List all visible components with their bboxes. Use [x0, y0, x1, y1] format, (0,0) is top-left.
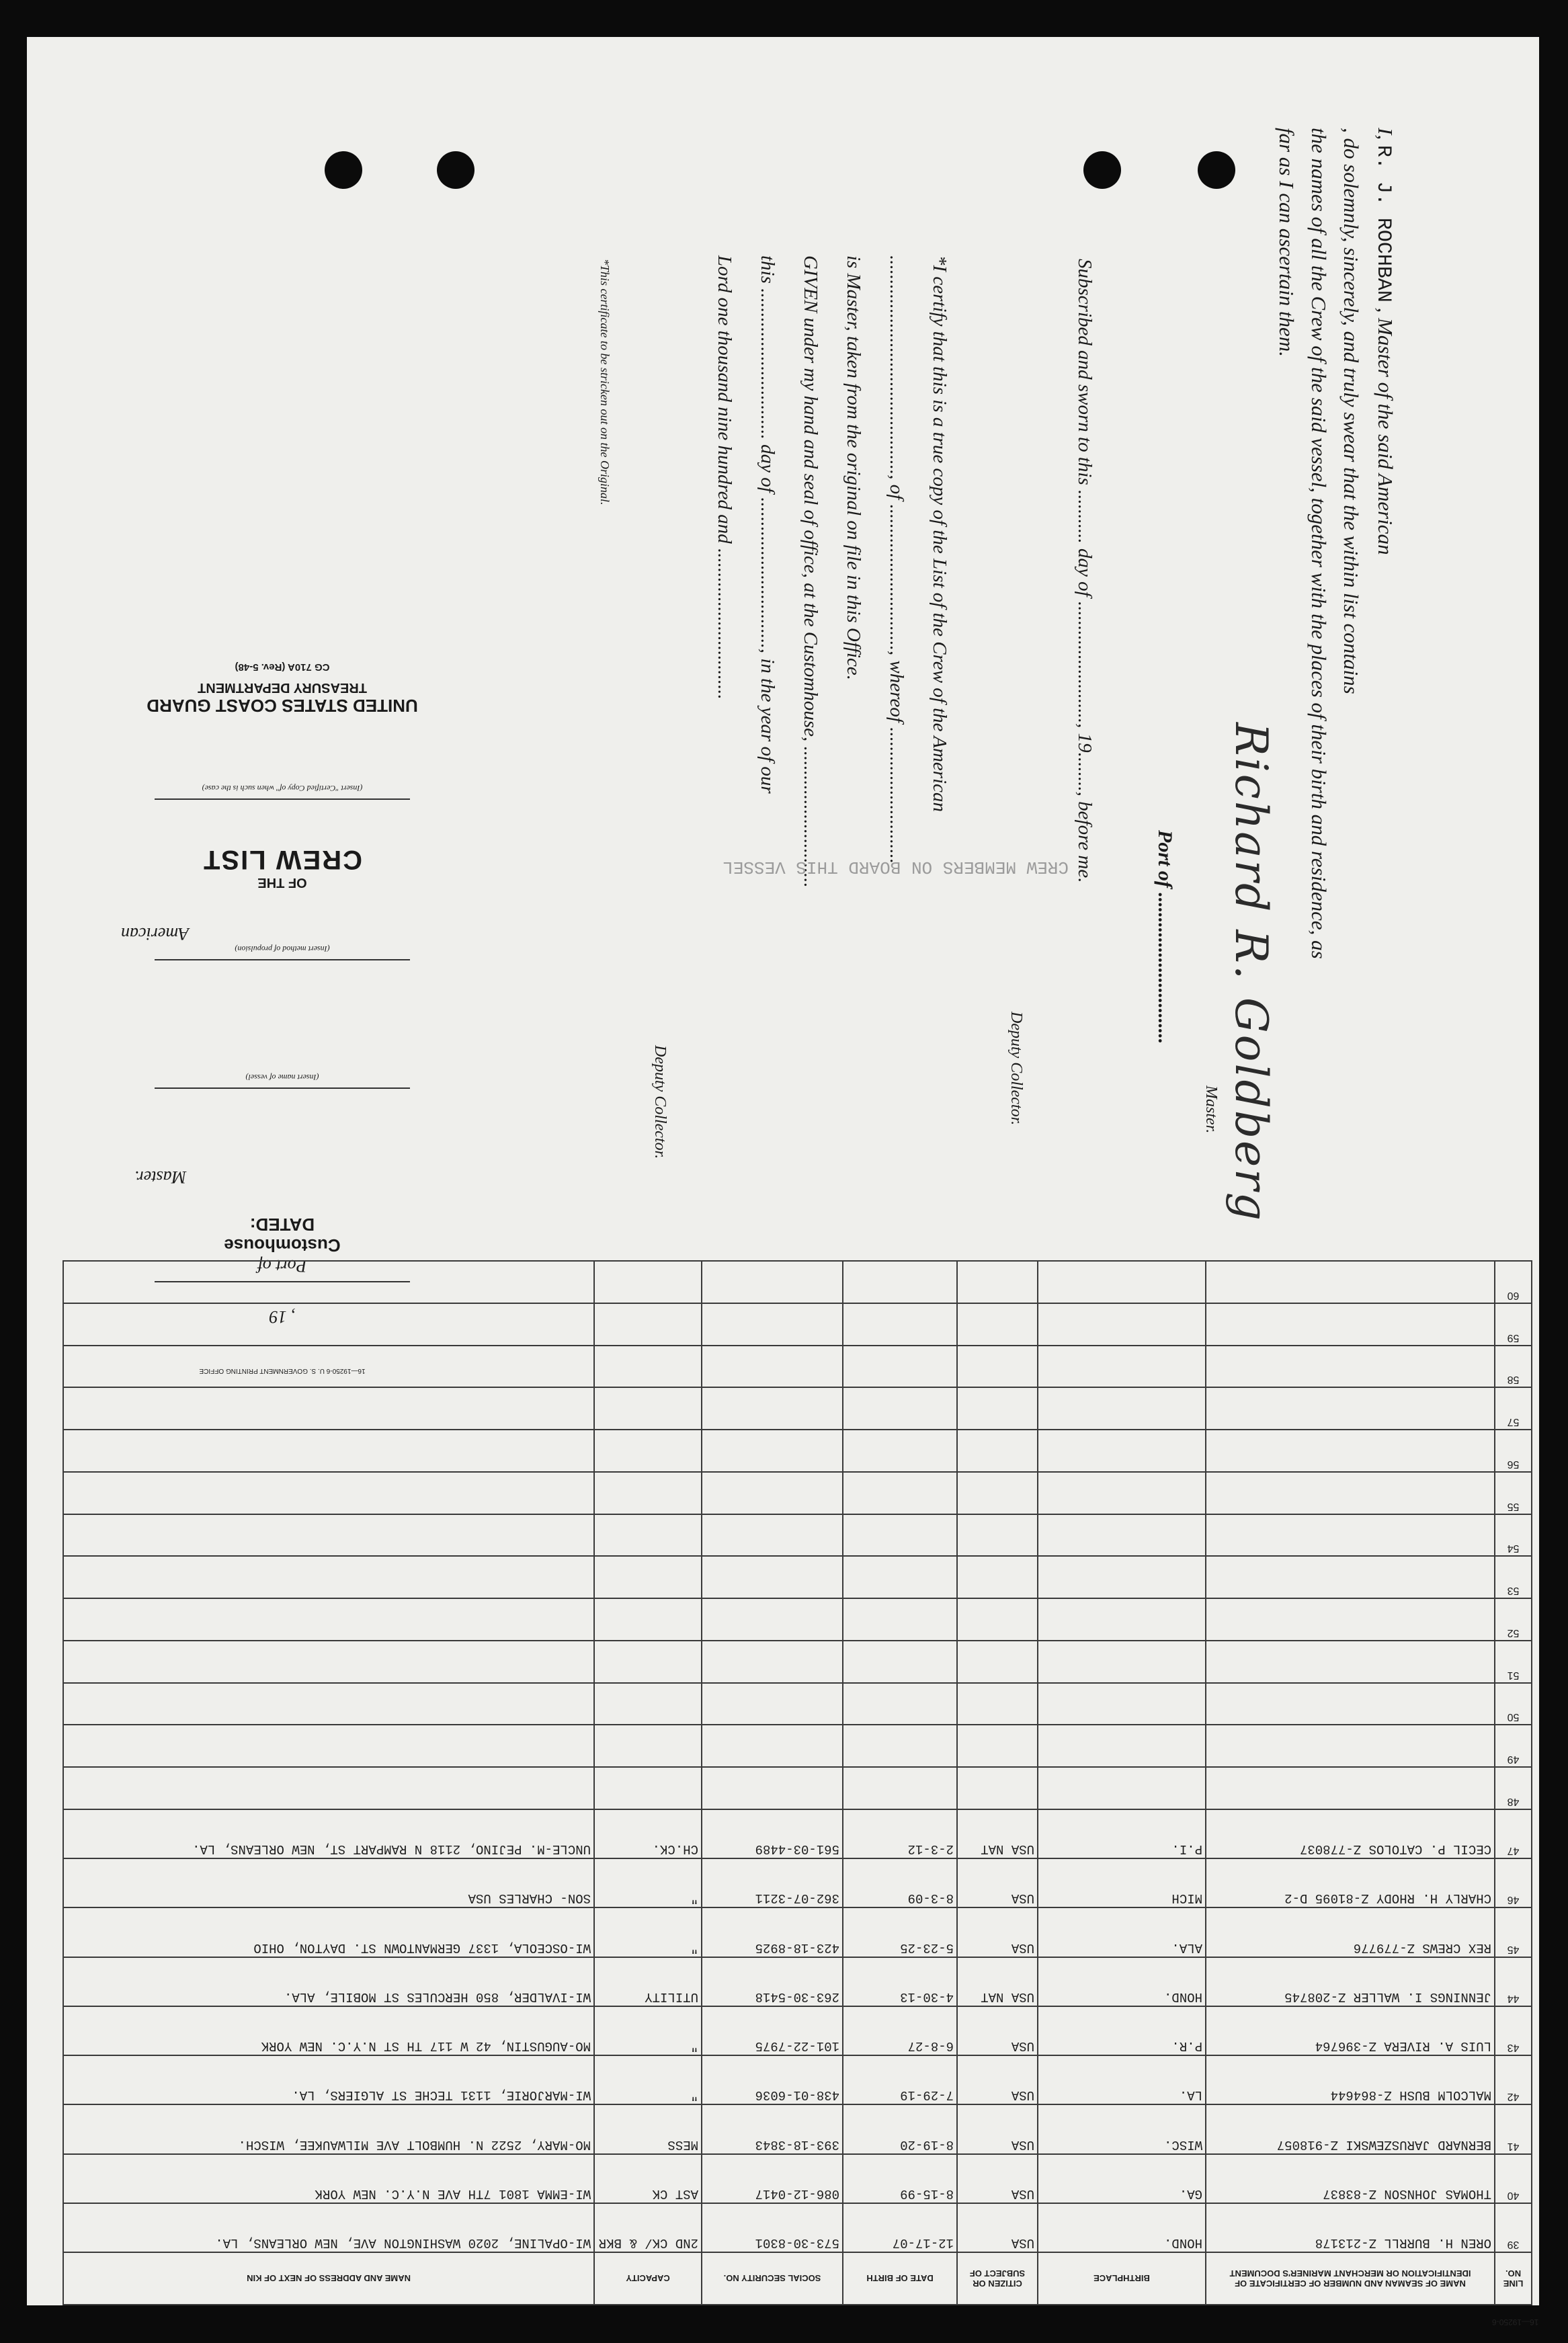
oath-line-1: [1367, 128, 1401, 1136]
table-row: [63, 2203, 1532, 2252]
header-capacity: CAPACITY: [594, 2252, 702, 2305]
cell-ssn: [702, 1472, 843, 1514]
cell-birthplace: [1038, 1767, 1206, 1809]
header-citizen: CITIZEN OR SUBJECT OF: [957, 2252, 1038, 2305]
oath-line-4: far as I can ascertain them.: [1275, 128, 1298, 357]
cell-next-of-kin: SON- CHARLES USA: [63, 1858, 594, 1907]
cell-line-no: 55: [1495, 1472, 1532, 1514]
cell-name: [1206, 1683, 1495, 1725]
cell-name: CHARLY H. RHODY Z-81095 D-2: [1206, 1858, 1495, 1907]
table-header-row: [63, 2252, 1532, 2305]
cell-citizen: [957, 1472, 1038, 1514]
cell-birthplace: [1038, 1346, 1206, 1388]
table-row: [63, 1556, 1532, 1598]
cell-ssn: [702, 1683, 843, 1725]
table-row: [63, 1472, 1532, 1514]
cell-name: OREN H. BURRLL Z-213178: [1206, 2203, 1495, 2252]
cell-birthplace: HOND.: [1038, 1957, 1206, 2006]
table-row: [63, 1303, 1532, 1346]
port-of-label: Port of ..............................: [1154, 830, 1176, 1044]
cell-next-of-kin: [63, 1725, 594, 1768]
cell-birthplace: [1038, 1430, 1206, 1472]
year-label: , 19: [269, 1307, 296, 1327]
cell-citizen: [957, 1598, 1038, 1641]
cell-citizen: USA: [957, 1907, 1038, 1957]
cell-line-no: 51: [1495, 1641, 1532, 1683]
cell-next-of-kin: WI-OSCEOLA, 1337 GERMANTOWN ST. DAYTON, OHIO: [63, 1907, 594, 1957]
cell-line-no: 52: [1495, 1598, 1532, 1641]
form-number: 16—19250-6: [1492, 2317, 1539, 2327]
cell-capacity: ": [594, 2006, 702, 2055]
form-code: CG 710A (Rev. 5-48): [235, 661, 330, 673]
table-row: [63, 1514, 1532, 1557]
crew-list-page: [27, 37, 1539, 2327]
cell-birthplace: LA.: [1038, 2055, 1206, 2104]
cell-capacity: [594, 1725, 702, 1768]
punch-hole: [325, 151, 362, 189]
deputy-collector-label-1: Deputy Collector.: [1007, 1012, 1025, 1126]
blank-line: [155, 798, 410, 819]
cell-next-of-kin: [63, 1387, 594, 1430]
cell-birthplace: [1038, 1303, 1206, 1346]
cell-name: [1206, 1346, 1495, 1388]
certificate-footnote: *This certificate to be stricken out on the Original.: [598, 259, 612, 505]
header-name: NAME OF SEAMAN AND NUMBER OF CERTIFICATE OF IDENTIFICATION OR MERCHANT MARINER'S DOCUMENT: [1206, 2252, 1495, 2305]
cell-name: [1206, 1472, 1495, 1514]
blank-line: [155, 1087, 410, 1108]
cell-capacity: [594, 1261, 702, 1303]
certificate-line-4: GIVEN under my hand and seal of office, at the Customhouse, .............................: [800, 255, 821, 888]
cell-dob: [843, 1430, 957, 1472]
cell-ssn: [702, 1430, 843, 1472]
cell-citizen: USA: [957, 2203, 1038, 2252]
cell-citizen: [957, 1767, 1038, 1809]
cell-citizen: [957, 1514, 1038, 1557]
cell-next-of-kin: [63, 1261, 594, 1303]
table-row: [63, 2154, 1532, 2203]
cell-line-no: 59: [1495, 1303, 1532, 1346]
cell-citizen: [957, 1641, 1038, 1683]
cell-next-of-kin: [63, 1514, 594, 1557]
cell-ssn: [702, 1725, 843, 1768]
cell-line-no: 53: [1495, 1556, 1532, 1598]
cell-line-no: 40: [1495, 2154, 1532, 2203]
cell-ssn: [702, 1346, 843, 1388]
cell-capacity: 2ND CK/ & BKR: [594, 2203, 702, 2252]
cell-birthplace: GA.: [1038, 2154, 1206, 2203]
cell-birthplace: WISC.: [1038, 2104, 1206, 2153]
master-back-label: Master.: [134, 1167, 187, 1187]
cell-citizen: USA: [957, 2006, 1038, 2055]
cell-birthplace: [1038, 1514, 1206, 1557]
table-row: [63, 1641, 1532, 1683]
cell-birthplace: [1038, 1261, 1206, 1303]
cell-birthplace: P.I.: [1038, 1809, 1206, 1858]
dated-label: DATED:: [249, 1215, 315, 1235]
cell-line-no: 41: [1495, 2104, 1532, 2153]
cell-capacity: [594, 1387, 702, 1430]
cell-next-of-kin: [63, 1346, 594, 1388]
cell-capacity: AST CK: [594, 2154, 702, 2203]
cell-next-of-kin: [63, 1767, 594, 1809]
cell-dob: [843, 1472, 957, 1514]
crew-list-title: CREW LIST: [202, 845, 362, 874]
coast-guard-label: UNITED STATES COAST GUARD: [147, 696, 418, 716]
cell-capacity: [594, 1767, 702, 1809]
punch-hole: [1083, 151, 1121, 189]
blank-line: [155, 959, 410, 979]
cell-capacity: MESS: [594, 2104, 702, 2153]
cell-line-no: 44: [1495, 1957, 1532, 2006]
cell-name: BERNARD JARUSZEWSKI Z-918057: [1206, 2104, 1495, 2153]
cell-birthplace: [1038, 1598, 1206, 1641]
cell-citizen: USA NAT: [957, 1957, 1038, 2006]
cell-capacity: [594, 1303, 702, 1346]
master-name: R. J. ROCHBAN: [1372, 145, 1395, 302]
cell-dob: [843, 1556, 957, 1598]
cell-birthplace: [1038, 1387, 1206, 1430]
cell-line-no: 45: [1495, 1907, 1532, 1957]
cell-next-of-kin: [63, 1641, 594, 1683]
cell-name: [1206, 1261, 1495, 1303]
cell-ssn: 573-30-8301: [702, 2203, 843, 2252]
cell-next-of-kin: WI-MARJORIE, 1131 TECHE ST ALGIERS, LA.: [63, 2055, 594, 2104]
cell-capacity: [594, 1641, 702, 1683]
cell-ssn: 362-07-3211: [702, 1858, 843, 1907]
cell-birthplace: [1038, 1556, 1206, 1598]
cell-birthplace: [1038, 1725, 1206, 1768]
header-next-of-kin: NAME AND ADDRESS OF NEXT OF KIN: [63, 2252, 594, 2305]
table-row: [63, 1346, 1532, 1388]
cell-name: THOMAS JOHNSON Z-83837: [1206, 2154, 1495, 2203]
cell-birthplace: MICH: [1038, 1858, 1206, 1907]
cell-dob: 8-3-09: [843, 1858, 957, 1907]
cell-citizen: USA: [957, 2154, 1038, 2203]
master-signature: Richard R. Goldberg: [1225, 723, 1277, 1223]
cell-ssn: [702, 1261, 843, 1303]
cell-line-no: 48: [1495, 1767, 1532, 1809]
cell-line-no: 56: [1495, 1430, 1532, 1472]
cell-ssn: [702, 1387, 843, 1430]
cell-ssn: [702, 1514, 843, 1557]
cell-line-no: 54: [1495, 1514, 1532, 1557]
treasury-label: TREASURY DEPARTMENT: [198, 680, 367, 695]
cell-next-of-kin: UNCLE-M. PEJINO, 2118 N RAMPART ST, NEW ORLEANS, LA.: [63, 1809, 594, 1858]
table-row: [63, 2104, 1532, 2153]
bleed-through-text: CREW MEMBERS ON BOARD THIS VESSEL: [723, 857, 1069, 877]
cell-capacity: [594, 1472, 702, 1514]
cell-next-of-kin: [63, 1430, 594, 1472]
oath-suffix: , Master of the said American: [1374, 307, 1397, 555]
cell-birthplace: [1038, 1683, 1206, 1725]
cell-citizen: USA NAT: [957, 1809, 1038, 1858]
table-row: [63, 2006, 1532, 2055]
cell-capacity: [594, 1556, 702, 1598]
cell-name: [1206, 1767, 1495, 1809]
cell-citizen: USA: [957, 1858, 1038, 1907]
cell-dob: [843, 1514, 957, 1557]
cell-citizen: [957, 1261, 1038, 1303]
cell-capacity: ": [594, 1858, 702, 1907]
cell-line-no: 60: [1495, 1261, 1532, 1303]
cell-line-no: 39: [1495, 2203, 1532, 2252]
cell-citizen: [957, 1387, 1038, 1430]
cell-name: CECIL P. CATOLOS Z-778037: [1206, 1809, 1495, 1858]
cell-capacity: [594, 1683, 702, 1725]
cell-line-no: 49: [1495, 1725, 1532, 1768]
cell-line-no: 46: [1495, 1858, 1532, 1907]
cell-ssn: 393-18-3843: [702, 2104, 843, 2153]
cell-dob: [843, 1387, 957, 1430]
cell-capacity: CH.CK.: [594, 1809, 702, 1858]
cell-line-no: 47: [1495, 1809, 1532, 1858]
cell-ssn: 561-03-4489: [702, 1809, 843, 1858]
table-row: [63, 2055, 1532, 2104]
cell-dob: 12-17-07: [843, 2203, 957, 2252]
table-row: [63, 1598, 1532, 1641]
cell-capacity: [594, 1598, 702, 1641]
cell-dob: 6-8-27: [843, 2006, 957, 2055]
table-row: [63, 1683, 1532, 1725]
cell-birthplace: [1038, 1641, 1206, 1683]
header-birthplace: BIRTHPLACE: [1038, 2252, 1206, 2305]
oath-line-3: the names of all the Crew of the said vessel, together with the places of their birth and residence, as: [1307, 128, 1331, 959]
american-label: American: [121, 924, 190, 944]
cell-next-of-kin: [63, 1556, 594, 1598]
cell-dob: [843, 1346, 957, 1388]
cell-next-of-kin: [63, 1303, 594, 1346]
punch-hole: [437, 151, 474, 189]
oath-line-2: , do solemnly, sincerely, and truly swear that the within list contains: [1339, 128, 1363, 694]
cell-capacity: ": [594, 1907, 702, 1957]
crew-table: [64, 1260, 1532, 2305]
cell-ssn: 438-01-6036: [702, 2055, 843, 2104]
cell-birthplace: ALA.: [1038, 1907, 1206, 1957]
cell-name: [1206, 1430, 1495, 1472]
table-row: [63, 1858, 1532, 1907]
cell-name: LUIS A. RIVERA Z-396764: [1206, 2006, 1495, 2055]
table-row: [63, 1261, 1532, 1303]
table-row: [63, 1725, 1532, 1768]
cell-name: MALCOLM BUSH Z-864644: [1206, 2055, 1495, 2104]
cell-ssn: 263-30-5418: [702, 1957, 843, 2006]
cell-name: [1206, 1556, 1495, 1598]
cell-name: JENNINGS I. WALLER Z-208745: [1206, 1957, 1495, 2006]
cell-next-of-kin: [63, 1683, 594, 1725]
cell-citizen: [957, 1430, 1038, 1472]
cell-next-of-kin: MO-MARY, 2522 N. HUMBOLT AVE MILWAUKEE, WISCH.: [63, 2104, 594, 2153]
cell-ssn: 101-22-7975: [702, 2006, 843, 2055]
table-row: [63, 1430, 1532, 1472]
cell-citizen: [957, 1556, 1038, 1598]
master-label: Master.: [1202, 1085, 1220, 1134]
cell-dob: 7-29-19: [843, 2055, 957, 2104]
certificate-line-1: *I certify that this is a true copy of the List of the Crew of the American: [929, 255, 950, 813]
cell-dob: [843, 1598, 957, 1641]
cell-ssn: [702, 1556, 843, 1598]
cell-name: REX CREWS Z-779776: [1206, 1907, 1495, 1957]
cell-name: [1206, 1514, 1495, 1557]
cell-name: [1206, 1598, 1495, 1641]
port-of-back-label: Port of: [257, 1256, 307, 1276]
subscribed-sworn-line: Subscribed and sworn to this ........... day of ........................., 19........, before me.: [1074, 259, 1096, 883]
of-the-label: OF THE: [257, 875, 307, 890]
propulsion-hint: (Insert method of propulsion): [235, 944, 330, 954]
cell-dob: [843, 1767, 957, 1809]
cell-birthplace: P.R.: [1038, 2006, 1206, 2055]
cell-dob: [843, 1641, 957, 1683]
certificate-line-5: this ............................... day of ..............................., in the year of our: [757, 255, 778, 794]
cell-dob: [843, 1725, 957, 1768]
table-row: [63, 1957, 1532, 2006]
cell-birthplace: [1038, 1472, 1206, 1514]
cell-capacity: UTILITY: [594, 1957, 702, 2006]
header-ssn: SOCIAL SECURITY NO.: [702, 2252, 843, 2305]
cell-dob: [843, 1261, 957, 1303]
cell-next-of-kin: [63, 1598, 594, 1641]
cell-citizen: [957, 1303, 1038, 1346]
cell-name: [1206, 1303, 1495, 1346]
table-row: [63, 1767, 1532, 1809]
cell-capacity: [594, 1514, 702, 1557]
cell-line-no: 57: [1495, 1387, 1532, 1430]
cell-next-of-kin: WI-IVALDER, 850 HERCULES ST MOBILE, ALA.: [63, 1957, 594, 2006]
cell-name: [1206, 1387, 1495, 1430]
cell-citizen: [957, 1346, 1038, 1388]
cell-dob: 5-23-25: [843, 1907, 957, 1957]
cell-name: [1206, 1725, 1495, 1768]
cell-ssn: [702, 1641, 843, 1683]
table-row: [63, 1907, 1532, 1957]
cell-ssn: 086-12-0417: [702, 2154, 843, 2203]
cell-line-no: 43: [1495, 2006, 1532, 2055]
cell-line-no: 58: [1495, 1346, 1532, 1388]
table-row: [63, 1809, 1532, 1858]
cell-dob: 8-15-99: [843, 2154, 957, 2203]
cell-capacity: ": [594, 2055, 702, 2104]
header-line-no: LINE NO.: [1495, 2252, 1532, 2305]
cell-citizen: [957, 1683, 1038, 1725]
cell-capacity: [594, 1430, 702, 1472]
master-oath: [1274, 128, 1401, 1136]
cell-dob: 2-3-12: [843, 1809, 957, 1858]
cell-citizen: [957, 1725, 1038, 1768]
deputy-collector-label-2: Deputy Collector.: [651, 1045, 669, 1159]
cell-next-of-kin: [63, 1472, 594, 1514]
cell-next-of-kin: MO-AUGUSTIN, 42 W 117 TH ST N.Y.C. NEW YORK: [63, 2006, 594, 2055]
vessel-name-hint: (Insert name of vessel): [245, 1073, 319, 1082]
certified-copy-hint: (Insert "Certified Copy of" when such is the case): [202, 784, 363, 793]
cell-citizen: USA: [957, 2104, 1038, 2153]
certificate-line-2: ............................................., of .............................., whereof ............................: [886, 255, 907, 864]
cell-ssn: 423-18-8925: [702, 1907, 843, 1957]
cell-ssn: [702, 1303, 843, 1346]
cell-ssn: [702, 1598, 843, 1641]
oath-prefix: I,: [1374, 128, 1397, 140]
cell-next-of-kin: WI-OPALINE, 2020 WASHINGTON AVE, NEW ORLEANS, LA.: [63, 2203, 594, 2252]
cell-dob: 8-19-20: [843, 2104, 957, 2153]
cell-capacity: [594, 1346, 702, 1388]
printing-office-note: 16—19250-6 U. S. GOVERNMENT PRINTING OFFICE: [199, 1367, 366, 1374]
punch-hole: [1198, 151, 1235, 189]
table-row: [63, 1387, 1532, 1430]
cell-line-no: 42: [1495, 2055, 1532, 2104]
crew-list-back-label: [94, 259, 470, 1374]
cell-dob: 4-30-13: [843, 1957, 957, 2006]
certificate-block: [679, 255, 961, 1196]
cell-dob: [843, 1683, 957, 1725]
header-dob: DATE OF BIRTH: [843, 2252, 957, 2305]
cell-citizen: USA: [957, 2055, 1038, 2104]
cell-birthplace: HOND.: [1038, 2203, 1206, 2252]
cell-line-no: 50: [1495, 1683, 1532, 1725]
cell-name: [1206, 1641, 1495, 1683]
certificate-line-3: is Master, taken from the original on file in this Office.: [843, 255, 864, 681]
cell-next-of-kin: WI-EMMA 1801 7TH AVE N.Y.C. NEW YORK: [63, 2154, 594, 2203]
cell-dob: [843, 1303, 957, 1346]
customhouse-label: Customhouse: [224, 1235, 341, 1256]
certificate-line-6: Lord one thousand nine hundred and ...............................: [714, 255, 735, 700]
cell-ssn: [702, 1767, 843, 1809]
